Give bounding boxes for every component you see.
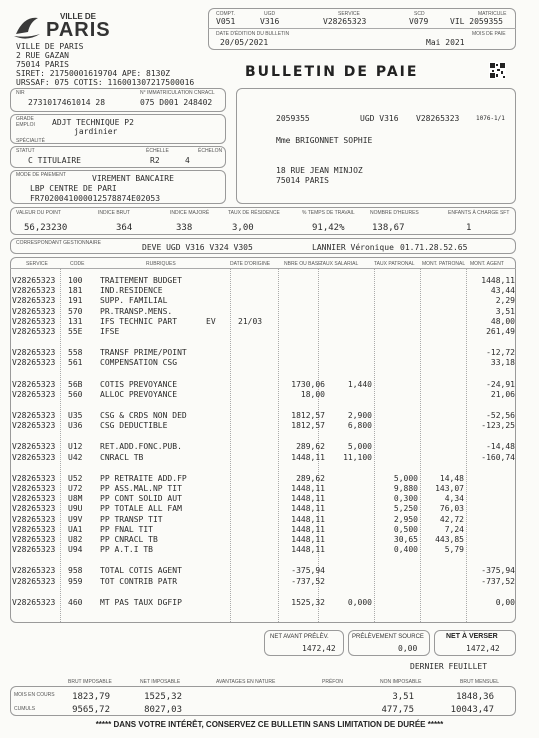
cell-rubrique: IFS TECHNIC PART <box>100 316 178 326</box>
cell-rubrique: CNRACL TB <box>100 452 144 462</box>
summary-column-header: NET IMPOSABLE <box>140 679 181 685</box>
cell-rubrique: TOTAL COTIS AGENT <box>100 566 182 576</box>
indice-label: INDICE BRUT <box>98 210 130 216</box>
cell-service: V28265323 <box>12 524 56 534</box>
feuillet-text: DERNIER FEUILLET <box>410 662 488 671</box>
cell-mont-agent: -12,72 <box>486 348 515 358</box>
cell-rubrique: PP TOTALE ALL FAM <box>100 504 182 514</box>
table-row <box>0 525 539 535</box>
summary-mois-value: 1823,79 <box>72 692 110 702</box>
logo-ville: VILLE DE <box>60 12 97 21</box>
summary-column-header: BRUT MENSUEL <box>460 679 500 685</box>
cell-service: V28265323 <box>12 306 56 316</box>
indice-value: 91,42% <box>312 223 345 233</box>
table-row <box>0 442 539 452</box>
cell-mont-pat: 4,34 <box>444 494 464 504</box>
summary-mois-value: 1525,32 <box>144 692 182 702</box>
emploi-label: EMPLOI <box>16 122 35 128</box>
cnracl-value: 075 D001 248402 <box>140 98 213 107</box>
cell-mont-agent: 261,49 <box>486 327 515 336</box>
cell-base: 289,62 <box>296 473 325 483</box>
table-row <box>0 515 539 525</box>
cell-mont-agent: 48,00 <box>490 316 515 326</box>
cell-code: 959 <box>68 576 83 586</box>
table-row <box>0 494 539 504</box>
indice-value: 338 <box>176 223 193 233</box>
cell-rubrique: RET.ADD.FONC.PUB. <box>100 442 182 452</box>
table-row <box>0 474 539 484</box>
paiement-label: MODE DE PAIEMENT <box>16 172 66 178</box>
cell-mont-agent: 2,29 <box>495 296 515 306</box>
cell-taux-pat: 0,400 <box>393 545 418 555</box>
indice-value: 3,00 <box>232 223 254 233</box>
cell-mont-agent: -14,48 <box>486 442 515 452</box>
cell-mont-agent: -24,91 <box>486 379 515 389</box>
cell-service: V28265323 <box>12 358 56 368</box>
cell-base: 1448,11 <box>291 535 325 544</box>
table-row <box>0 545 539 555</box>
cell-code: U9V <box>68 514 83 524</box>
column-header: TAUX SALARIAL <box>320 261 359 267</box>
summary-cumul-value: 8027,03 <box>144 705 182 715</box>
cell-taux-pat: 5,250 <box>393 504 418 514</box>
cell-rubrique: SUPP. FAMILIAL <box>100 296 168 306</box>
cell-rubrique: ALLOC PREVOYANCE <box>100 389 178 399</box>
cell-taux-pat: 30,65 <box>393 535 418 544</box>
table-row <box>0 327 539 337</box>
recipient-ugd: UGD V316 <box>360 114 399 123</box>
cell-code: 191 <box>68 296 83 306</box>
indice-value: 138,67 <box>372 223 405 233</box>
echelle-value: R2 <box>150 156 160 165</box>
cell-service: V28265323 <box>12 576 56 586</box>
cell-taux-pat: 9,880 <box>393 484 418 493</box>
cell-code: 131 <box>68 316 83 326</box>
cell-base: 1812,57 <box>291 411 325 420</box>
column-header: CODE <box>70 261 85 267</box>
service-value: V28265323 <box>323 17 367 26</box>
compte-value: V051 <box>216 17 236 26</box>
correspondant-label: CORRESPONDANT GESTIONNAIRE <box>16 240 101 246</box>
table-row <box>0 504 539 514</box>
grade-value: ADJT TECHNIQUE P2 <box>52 118 134 127</box>
cell-base: -375,94 <box>291 566 325 576</box>
cell-service: V28265323 <box>12 389 56 399</box>
cell-taux-sal: 0,000 <box>347 597 372 607</box>
cell-service: V28265323 <box>12 411 56 420</box>
cell-base: -737,52 <box>291 576 325 586</box>
table-row <box>0 577 539 587</box>
cell-taux-pat: 0,500 <box>393 524 418 534</box>
indice-value: 364 <box>116 223 133 233</box>
cell-code: U35 <box>68 411 83 420</box>
cumuls-label: CUMULS <box>14 706 36 712</box>
column-header: MONT. AGENT <box>470 261 504 267</box>
cell-taux-pat: 5,000 <box>393 473 418 483</box>
cell-taux-sal: 6,800 <box>347 421 372 431</box>
recipient-box <box>236 88 516 204</box>
cell-service: V28265323 <box>12 286 56 296</box>
table-row <box>0 307 539 317</box>
cell-service: V28265323 <box>12 494 56 504</box>
table-row <box>0 317 539 327</box>
cell-mont-pat: 7,24 <box>444 524 464 534</box>
summary-column-header: AVANTAGES EN NATURE <box>216 679 276 685</box>
cell-service: V28265323 <box>12 535 56 544</box>
cell-rubrique: IND.RESIDENCE <box>100 286 163 296</box>
cell-code: U42 <box>68 452 83 462</box>
cell-base: 289,62 <box>296 442 325 452</box>
summary-column-header: PRÉFON <box>322 679 343 685</box>
column-header: RUBRIQUES <box>146 261 176 267</box>
table-row <box>0 286 539 296</box>
grade-label: GRADE <box>16 116 34 122</box>
indice-label: NOMBRE D'HEURES <box>370 210 419 216</box>
matricule-label: MATRICULE <box>478 11 507 17</box>
cell-code: 181 <box>68 286 83 296</box>
paiement-iban: FR7020041000012578874E02053 <box>30 194 161 203</box>
cell-date: 21/03 <box>238 316 263 326</box>
cell-code: U12 <box>68 442 83 452</box>
cell-mont-agent: 43,44 <box>490 286 515 296</box>
column-header: NBRE OU BASE <box>284 261 322 267</box>
cell-base: 1448,11 <box>291 484 325 493</box>
cell-service: V28265323 <box>12 442 56 452</box>
cell-service: V28265323 <box>12 473 56 483</box>
indice-label: ENFANTS À CHARGE SFT <box>448 210 510 216</box>
cell-service: V28265323 <box>12 316 56 326</box>
paiement-banque: LBP CENTRE DE PARI <box>30 184 117 193</box>
specialite-label: SPÉCIALITÉ <box>16 138 45 144</box>
echelon-value: 4 <box>185 156 190 165</box>
table-row <box>0 296 539 306</box>
cell-base: 1730,06 <box>291 379 325 389</box>
cell-base: 1812,57 <box>291 421 325 431</box>
cell-rubrique: PP FNAL TIT <box>100 524 153 534</box>
cell-extra: EV <box>206 316 216 326</box>
mois-value: Mai 2021 <box>426 38 465 47</box>
cell-mont-agent: -52,56 <box>486 411 515 420</box>
cell-service: V28265323 <box>12 379 56 389</box>
cell-service: V28265323 <box>12 296 56 306</box>
table-row <box>0 358 539 368</box>
cell-code: 561 <box>68 358 83 368</box>
cell-rubrique: CSG & CRDS NON DED <box>100 411 187 420</box>
scd-label: SCD <box>414 11 425 17</box>
summary-column-header: BRUT IMPOSABLE <box>68 679 112 685</box>
cell-service: V28265323 <box>12 276 56 285</box>
cell-code: 56B <box>68 379 83 389</box>
cell-rubrique: CSG DEDUCTIBLE <box>100 421 168 431</box>
cell-taux-pat: 2,950 <box>393 514 418 524</box>
table-row <box>0 348 539 358</box>
column-header: DATE D'ORIGINE <box>230 261 271 267</box>
cell-mont-agent: -375,94 <box>481 566 515 576</box>
net-avant-value: 1472,42 <box>302 644 336 653</box>
cell-rubrique: PR.TRANSP.MENS. <box>100 306 173 316</box>
cell-code: 570 <box>68 306 83 316</box>
cell-service: V28265323 <box>12 597 56 607</box>
cell-code: 560 <box>68 389 83 399</box>
cell-taux-sal: 5,000 <box>347 442 372 452</box>
cell-rubrique: TOT CONTRIB PATR <box>100 576 178 586</box>
table-row <box>0 380 539 390</box>
cell-mont-pat: 42,72 <box>439 514 464 524</box>
cell-service: V28265323 <box>12 566 56 576</box>
summary-column-header: NON IMPOSABLE <box>380 679 422 685</box>
cell-code: U82 <box>68 535 83 544</box>
cell-rubrique: COTIS PREVOYANCE <box>100 379 178 389</box>
net-verser-value: 1472,42 <box>466 644 500 653</box>
column-header: SERVICE <box>26 261 48 267</box>
table-row <box>0 535 539 545</box>
cell-rubrique: PP CNRACL TB <box>100 535 158 544</box>
table-row <box>0 566 539 576</box>
cell-code: U94 <box>68 545 83 555</box>
nir-value: 2731017461014 28 <box>28 98 106 107</box>
service-label: SERVICE <box>338 11 360 17</box>
indice-label: % TEMPS DE TRAVAIL <box>302 210 355 216</box>
cell-taux-sal: 2,900 <box>347 411 372 420</box>
employer-line-3: 75014 PARIS <box>16 60 69 69</box>
indice-label: VALEUR DU POINT <box>16 210 61 216</box>
cell-rubrique: PP ASS.MAL.NP TIT <box>100 484 182 493</box>
echelle-label: ÉCHELLE <box>146 148 169 154</box>
logo-paris: PARIS <box>46 19 111 41</box>
ugd-value: V316 <box>260 17 280 26</box>
correspondant-name: LANNIER Véronique <box>312 243 394 252</box>
cell-mont-agent: -123,25 <box>481 421 515 431</box>
net-verser-label: NET À VERSER <box>446 633 498 640</box>
employer-line-2: 2 RUE GAZAN <box>16 51 69 60</box>
cell-mont-agent: 21,06 <box>490 389 515 399</box>
cell-rubrique: MT PAS TAUX DGFIP <box>100 597 182 607</box>
cell-base: 1448,11 <box>291 504 325 514</box>
statut-label: STATUT <box>16 148 35 154</box>
employer-line-1: VILLE DE PARIS <box>16 42 84 51</box>
cell-mont-agent: -160,74 <box>481 452 515 462</box>
recipient-addr-1: 18 RUE JEAN MINJOZ <box>276 166 363 175</box>
nir-label: NIR <box>16 90 25 96</box>
cell-rubrique: PP RETRAITE ADD.FP <box>100 473 187 483</box>
summary-cumul-value: 9565,72 <box>72 705 110 715</box>
net-avant-label: NET AVANT PRÉLÈV. <box>270 634 329 640</box>
cell-rubrique: PP CONT SOLID AUT <box>100 494 182 504</box>
table-row <box>0 484 539 494</box>
cell-base: 18,00 <box>300 389 325 399</box>
cell-code: 55E <box>68 327 83 336</box>
correspondant-value: DEVE UGD V316 V324 V305 <box>142 243 253 252</box>
cell-service: V28265323 <box>12 327 56 336</box>
cell-code: 460 <box>68 597 83 607</box>
recipient-ref: 1076-1/1 <box>476 115 505 122</box>
cell-code: U52 <box>68 473 83 483</box>
header-divider <box>10 268 516 269</box>
cell-service: V28265323 <box>12 514 56 524</box>
column-header: MONT. PATRONAL <box>422 261 466 267</box>
cell-rubrique: PP A.T.I TB <box>100 545 153 555</box>
table-row <box>0 276 539 286</box>
cell-mont-agent: 0,00 <box>495 597 515 607</box>
cell-code: UA1 <box>68 524 83 534</box>
summary-mois-value: 3,51 <box>392 692 414 702</box>
cell-code: U72 <box>68 484 83 493</box>
table-row <box>0 453 539 463</box>
cell-mont-agent: 1448,11 <box>481 276 515 285</box>
cell-mont-pat: 14,48 <box>439 473 464 483</box>
paiement-mode: VIREMENT BANCAIRE <box>92 174 174 183</box>
recipient-name: Mme BRIGONNET SOPHIE <box>276 136 373 145</box>
cell-base: 1448,11 <box>291 452 325 462</box>
recipient-matricule: 2059355 <box>276 114 310 123</box>
prelevement-value: 0,00 <box>398 644 418 653</box>
cell-base: 1448,11 <box>291 494 325 504</box>
column-header: TAUX PATRONAL <box>374 261 415 267</box>
cell-rubrique: PP TRANSP TIT <box>100 514 163 524</box>
indice-value: 56,23230 <box>24 223 68 233</box>
summary-cumul-value: 477,75 <box>381 705 414 715</box>
summary-mois-value: 1848,36 <box>456 692 494 702</box>
cell-mont-pat: 76,03 <box>439 504 464 514</box>
echelon-label: ÉCHELON <box>198 148 223 154</box>
cell-code: 958 <box>68 566 83 576</box>
mois-label: MOIS DE PAIE <box>472 31 506 37</box>
table-row <box>0 598 539 608</box>
cell-service: V28265323 <box>12 452 56 462</box>
indice-label: TAUX DE RÉSIDENCE <box>228 210 280 216</box>
cell-mont-agent: 33,18 <box>490 358 515 368</box>
indice-value: 1 <box>466 223 472 233</box>
cell-rubrique: TRANSF PRIME/POINT <box>100 348 187 358</box>
cell-code: 100 <box>68 276 83 285</box>
table-row <box>0 421 539 431</box>
cell-rubrique: TRAITEMENT BUDGET <box>100 276 182 285</box>
page-title: BULLETIN DE PAIE <box>245 64 419 80</box>
paris-ship-logo-icon <box>12 12 42 42</box>
cell-code: U9U <box>68 504 83 514</box>
emploi-value: jardinier <box>74 127 118 136</box>
employer-urssaf: URSSAF: 075 COTIS: 116001307217500016 <box>16 78 195 87</box>
cell-service: V28265323 <box>12 348 56 358</box>
cell-mont-agent: 3,51 <box>495 306 515 316</box>
scd-value: V079 <box>409 17 429 26</box>
qr-code-icon <box>489 62 506 79</box>
date-edition-value: 20/05/2021 <box>220 38 269 47</box>
cell-code: U8M <box>68 494 83 504</box>
cell-base: 1525,32 <box>291 597 325 607</box>
cell-service: V28265323 <box>12 545 56 555</box>
summary-cumul-value: 10043,47 <box>450 705 494 715</box>
cell-code: 558 <box>68 348 83 358</box>
ugd-label: UGD <box>264 11 276 17</box>
cell-taux-pat: 0,300 <box>393 494 418 504</box>
cell-base: 1448,11 <box>291 545 325 555</box>
date-edition-label: DATE D'ÉDITION DU BULLETIN <box>216 31 290 37</box>
mois-en-cours-label: MOIS EN COURS <box>14 692 55 698</box>
cell-mont-pat: 443,85 <box>435 535 464 544</box>
correspondant-phone: 01.71.28.52.65 <box>400 243 468 252</box>
cnracl-label: N° IMMATRICULATION CNRACL <box>140 90 215 96</box>
cell-base: 1448,11 <box>291 514 325 524</box>
cell-mont-pat: 143,07 <box>435 484 464 493</box>
cell-mont-pat: 5,79 <box>444 545 464 555</box>
cell-taux-sal: 1,440 <box>347 379 372 389</box>
statut-value: C TITULAIRE <box>28 156 81 165</box>
cell-rubrique: COMPENSATION CSG <box>100 358 178 368</box>
cell-mont-agent: -737,52 <box>481 576 515 586</box>
cell-taux-sal: 11,100 <box>343 452 372 462</box>
employer-siret: SIRET: 21750001619704 APE: 8130Z <box>16 69 171 78</box>
compte-label: COMPT. <box>216 11 235 17</box>
cell-service: V28265323 <box>12 421 56 431</box>
prelevement-label: PRÉLÈVEMENT SOURCE <box>352 634 424 640</box>
footer-notice: ***** DANS VOTRE INTÉRÊT, CONSERVEZ CE BULLETIN SANS LIMITATION DE DURÉE ***** <box>95 720 444 729</box>
indice-label: INDICE MAJORÉ <box>170 210 210 216</box>
cell-service: V28265323 <box>12 484 56 493</box>
cell-code: U36 <box>68 421 83 431</box>
table-row <box>0 411 539 421</box>
matricule-value: VIL 2059355 <box>450 17 503 26</box>
cell-rubrique: IFSE <box>100 327 120 336</box>
recipient-addr-2: 75014 PARIS <box>276 176 329 185</box>
cell-base: 1448,11 <box>291 524 325 534</box>
cell-service: V28265323 <box>12 504 56 514</box>
table-row <box>0 390 539 400</box>
recipient-service: V28265323 <box>416 114 460 123</box>
